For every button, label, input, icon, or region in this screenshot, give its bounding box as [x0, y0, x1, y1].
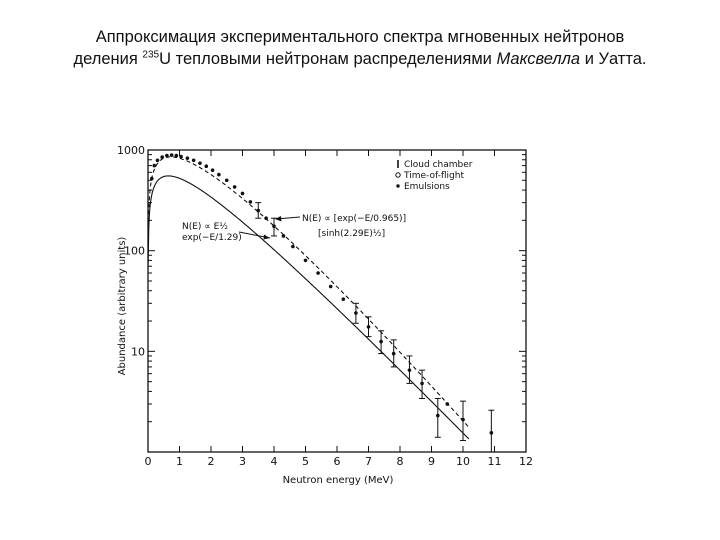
maxwell-annotation-line-2: exp(−E/1.29) — [182, 233, 242, 243]
data-point — [408, 368, 412, 372]
watt-fit-curve — [148, 157, 469, 427]
fit-curves — [148, 157, 469, 439]
data-point — [217, 173, 221, 177]
legend — [396, 160, 473, 192]
x-tick-label: 12 — [519, 455, 533, 468]
data-point — [165, 154, 169, 158]
title-text-b: U тепловыми нейтронам распределениями — [159, 50, 497, 68]
data-point — [445, 402, 449, 406]
data-point — [241, 192, 245, 196]
title-line-1: Аппроксимация экспериментального спектра мгновенных нейтронов — [95, 28, 625, 46]
data-point — [436, 414, 440, 418]
plot-frame — [148, 150, 526, 452]
watt-arrow-head — [275, 216, 282, 222]
x-tick-label: 10 — [456, 455, 470, 468]
data-point — [256, 209, 260, 213]
x-tick-label: 1 — [176, 455, 183, 468]
data-point — [198, 161, 202, 165]
data-point — [225, 179, 229, 183]
data-point — [204, 164, 208, 168]
watt-annotation-line-1: N(E) ∝ [exp(−E/0.965)] — [302, 214, 407, 224]
axis-frame — [148, 150, 526, 452]
data-point — [329, 285, 333, 289]
data-point — [264, 216, 268, 220]
data-point — [367, 325, 371, 329]
data-point — [420, 382, 424, 386]
data-point — [175, 154, 179, 158]
data-point — [233, 185, 237, 189]
data-point — [156, 159, 160, 163]
data-point — [272, 224, 276, 228]
data-point — [291, 245, 295, 249]
x-tick-label: 7 — [365, 455, 372, 468]
maxwell-arrow-head — [264, 235, 271, 240]
data-point — [186, 156, 190, 160]
y-tick-label: 100 — [124, 244, 145, 258]
data-point — [392, 352, 396, 356]
y-axis-title: Abundance (arbitrary units) — [117, 236, 128, 376]
title-text-c: и Уатта. — [580, 50, 647, 68]
x-tick-label: 3 — [239, 455, 246, 468]
data-point — [211, 168, 215, 172]
x-tick-label: 8 — [396, 455, 404, 468]
isotope-mass-number: 235 — [142, 49, 160, 61]
x-tick-label: 6 — [333, 455, 341, 468]
legend-marker-circle — [396, 173, 400, 177]
annotations — [182, 214, 406, 243]
x-tick-label: 5 — [302, 455, 309, 468]
x-axis-title: Neutron energy (MeV) — [282, 475, 394, 486]
data-point — [354, 311, 358, 315]
x-tick-label: 2 — [207, 455, 215, 468]
legend-label: Cloud chamber — [404, 160, 473, 170]
y-tick-label: 1000 — [117, 144, 145, 157]
data-point — [153, 164, 157, 168]
data-point — [192, 159, 196, 163]
legend-label: Emulsions — [404, 182, 450, 192]
legend-marker-dot — [396, 184, 399, 187]
maxwell-annotation-line-1: N(E) ∝ E½ — [182, 222, 229, 232]
legend-label: Time-of-flight — [404, 171, 464, 181]
data-point — [282, 234, 286, 238]
title-text-a: деления — [73, 50, 143, 68]
tick-labels — [117, 144, 533, 468]
data-point — [179, 155, 183, 159]
x-tick-label: 11 — [487, 455, 502, 468]
data-point — [170, 153, 174, 157]
watt-annotation-line-2: [sinh(2.29E)½] — [318, 229, 386, 239]
data-point — [490, 431, 494, 435]
x-tick-label: 9 — [428, 455, 435, 468]
data-point — [379, 340, 383, 344]
data-point — [342, 297, 346, 301]
x-tick-label: 4 — [270, 455, 278, 468]
data-point — [304, 259, 308, 263]
data-point — [461, 418, 465, 422]
error-bars — [255, 203, 494, 452]
data-point — [160, 155, 164, 159]
data-point — [316, 271, 320, 275]
data-point — [150, 177, 154, 181]
x-tick-label: 0 — [144, 455, 152, 468]
data-point — [249, 200, 253, 204]
y-tick-label: 10 — [131, 345, 145, 359]
title-maxwell: Максвелла — [496, 50, 581, 68]
